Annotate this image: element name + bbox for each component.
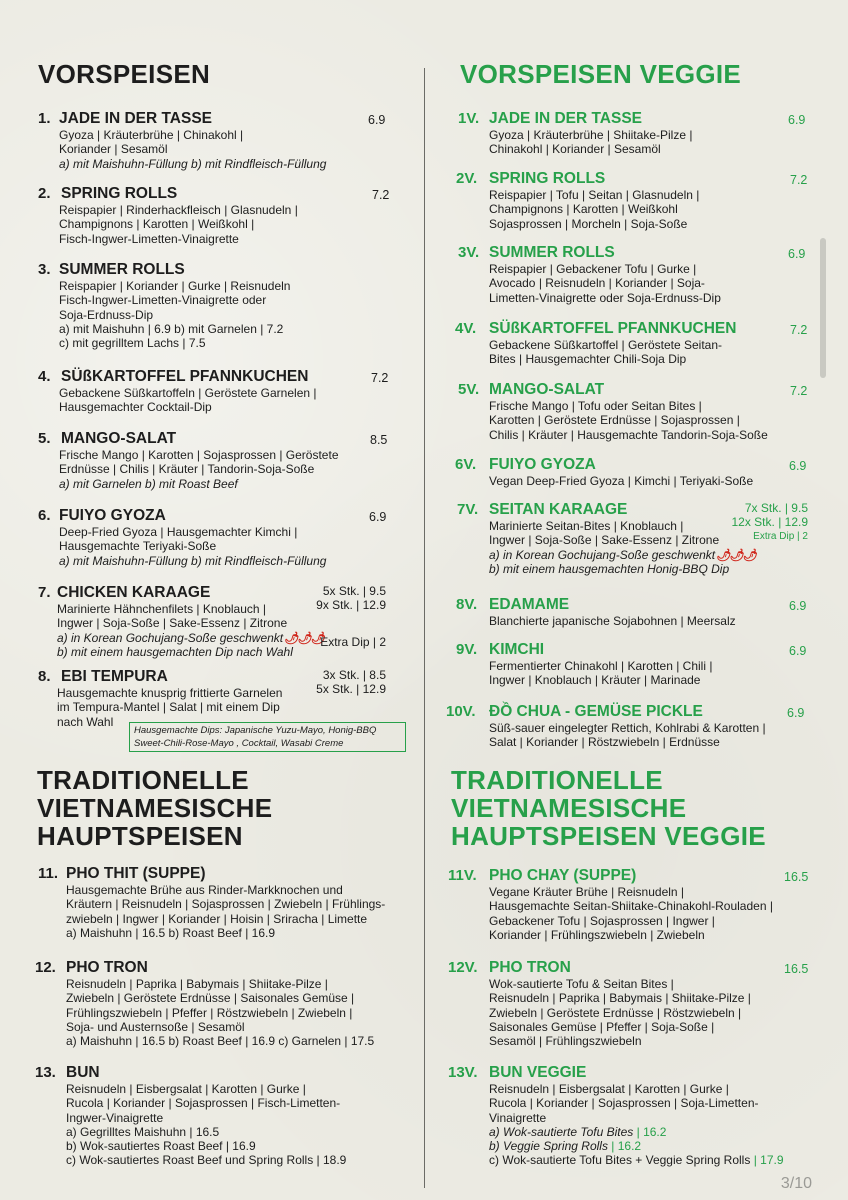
- description-line: [66, 926, 385, 940]
- portion-price: 9x Stk. | 12.9: [316, 598, 386, 613]
- description-text: nach Wahl: [57, 714, 114, 729]
- item-description: [59, 386, 317, 415]
- description-text: Hausgemachte Seitan-Shiitake-Chinakohl-Rouladen |: [489, 899, 773, 914]
- description-line: [489, 142, 692, 156]
- description-text: c) Wok-sautierte Tofu Bites + Veggie Spring Rolls: [489, 1153, 751, 1168]
- section-heading-line: VIETNAMESISCHE: [451, 793, 687, 823]
- description-line: [59, 142, 326, 156]
- item-number: 11V.: [448, 867, 477, 884]
- description-line: [59, 448, 339, 462]
- item-description: [489, 721, 766, 750]
- description-line: [66, 977, 374, 991]
- variant-price: | 16.2: [633, 1124, 667, 1139]
- description-line: [489, 977, 751, 991]
- description-text: Soja- und Austernsoße | Sesamöl: [66, 1019, 245, 1034]
- description-text: Sojasprossen | Morcheln | Soja-Soße: [489, 216, 688, 231]
- description-line: [66, 912, 385, 926]
- description-line: [59, 157, 326, 171]
- item-name: BUN VEGGIE: [489, 1064, 587, 1081]
- item-number: 6V.: [455, 456, 477, 473]
- item-name: JADE IN DER TASSE: [489, 110, 643, 127]
- description-line: [57, 700, 282, 714]
- description-line: [66, 1034, 374, 1048]
- description-line: [59, 554, 326, 568]
- item-number: 8V.: [456, 596, 478, 613]
- item-description: [489, 659, 712, 688]
- item-price: 7.2: [372, 188, 390, 202]
- description-text: Chilis | Kräuter | Hausgemachte Tandorin-Soja-Soße: [489, 427, 768, 442]
- item-number: 3.: [38, 261, 51, 278]
- description-text: a) Maishuhn | 16.5 b) Roast Beef | 16.9 c) Garnelen | 17.5: [66, 1034, 375, 1049]
- item-number: 2.: [38, 185, 51, 202]
- item-name: SEITAN KARAAGE: [489, 501, 628, 518]
- description-line: [59, 400, 317, 414]
- description-text: c) Wok-sautiertes Roast Beef und Spring Rolls | 18.9: [66, 1153, 347, 1168]
- item-price: 6.9: [789, 459, 807, 473]
- description-line: [489, 562, 756, 576]
- description-text: Hausgemachter Cocktail-Dip: [59, 400, 212, 415]
- description-text: Reisnudeln | Paprika | Babymais | Shiitake-Pilze |: [489, 991, 751, 1006]
- description-text: Rucola | Koriander | Sojasprossen | Fisch-Limetten-: [66, 1096, 341, 1111]
- description-text: Champignons | Karotten | Weißkohl: [489, 202, 678, 217]
- item-price: 6.9: [789, 644, 807, 658]
- item-name: SPRING ROLLS: [61, 185, 178, 202]
- item-price: 7.2: [371, 371, 389, 385]
- description-line: [489, 899, 773, 913]
- description-text: Karotten | Geröstete Erdnüsse | Sojasprossen |: [489, 413, 740, 428]
- section-heading-line: TRADITIONELLE: [451, 765, 663, 795]
- description-line: [489, 1111, 784, 1125]
- item-price: 16.5: [784, 870, 809, 884]
- item-number: 6.: [38, 507, 51, 524]
- description-line: [66, 1111, 346, 1125]
- item-number: 12V.: [448, 959, 478, 976]
- description-line: [59, 293, 290, 307]
- description-line: [489, 1153, 784, 1167]
- item-name: KIMCHI: [489, 641, 545, 658]
- item-name: ĐỒ CHUA - GEMÜSE PICKLE: [489, 703, 703, 720]
- description-text: Reispapier | Koriander | Gurke | Reisnudeln: [59, 279, 291, 293]
- section-heading-line: HAUPTSPEISEN VEGGIE: [451, 821, 766, 851]
- item-name: PHO CHAY (SUPPE): [489, 867, 637, 884]
- description-text: Koriander | Frühlingszwiebeln | Zwiebeln: [489, 927, 705, 942]
- variant-price: | 17.9: [750, 1153, 784, 1168]
- item-description: [57, 602, 324, 659]
- description-line: [59, 386, 317, 400]
- description-text: Reisnudeln | Paprika | Babymais | Shiitake-Pilze |: [66, 977, 328, 991]
- description-line: [489, 928, 773, 942]
- description-line: [489, 1096, 784, 1110]
- description-text: a) Wok-sautierte Tofu Bites: [489, 1124, 634, 1139]
- description-text: c) mit gegrilltem Lachs | 7.5: [59, 336, 206, 351]
- portion-prices: [712, 501, 808, 544]
- description-line: [59, 525, 326, 539]
- description-line: [489, 352, 722, 366]
- item-name: FUIYO GYOZA: [489, 456, 596, 473]
- description-line: [66, 1006, 374, 1020]
- description-text: Marinierte Seitan-Bites | Knoblauch |: [489, 519, 684, 533]
- description-line: [489, 1020, 751, 1034]
- section-heading: [460, 60, 741, 88]
- item-name: MANGO-SALAT: [489, 381, 605, 398]
- description-text: Fisch-Ingwer-Limetten-Vinaigrette: [59, 231, 239, 246]
- item-description: [489, 128, 692, 157]
- item-name: SUMMER ROLLS: [489, 244, 615, 261]
- description-line: [489, 188, 699, 202]
- item-description: [489, 399, 768, 442]
- page-number: 3/10: [780, 1175, 812, 1192]
- item-name: EDAMAME: [489, 596, 570, 613]
- item-number: 5.: [38, 430, 51, 447]
- description-line: [489, 735, 766, 749]
- dip-options-box: [129, 722, 406, 752]
- item-name: SPRING ROLLS: [489, 170, 606, 187]
- description-line: [489, 614, 736, 628]
- description-line: [59, 336, 290, 350]
- item-number: 9V.: [456, 641, 478, 658]
- description-line: [66, 883, 385, 897]
- item-name: PHO TRON: [66, 959, 148, 976]
- item-number: 1V.: [458, 110, 480, 127]
- chili-icon: 🌶🌶🌶: [715, 547, 757, 562]
- description-line: [66, 1096, 346, 1110]
- dip-options-line: Sweet-Chili-Rose-Mayo , Cocktail, Wasabi Creme: [134, 738, 344, 749]
- description-text: im Tempura-Mantel | Salat | mit einem Dip: [57, 700, 280, 715]
- item-name: SÜßKARTOFFEL PFANNKUCHEN: [61, 368, 309, 385]
- description-text: Deep-Fried Gyoza | Hausgemachter Kimchi |: [59, 525, 298, 539]
- item-number: 8.: [38, 668, 51, 685]
- section-heading-line: VORSPEISEN VEGGIE: [460, 59, 742, 89]
- item-description: [489, 188, 699, 231]
- portion-price: 5x Stk. | 12.9: [316, 682, 386, 697]
- description-line: [489, 1006, 751, 1020]
- description-text: Soja-Erdnuss-Dip: [59, 307, 154, 322]
- item-description: [66, 1082, 346, 1168]
- description-line: [489, 673, 712, 687]
- description-text: Blanchierte japanische Sojabohnen | Meersalz: [489, 614, 736, 628]
- description-text: Reisnudeln | Eisbergsalat | Karotten | Gurke |: [489, 1082, 729, 1096]
- description-line: [66, 1125, 346, 1139]
- description-text: Avocado | Reisnudeln | Koriander | Soja-: [489, 276, 705, 291]
- description-text: Süß-sauer eingelegter Rettich, Kohlrabi & Karotten |: [489, 721, 766, 735]
- description-line: [59, 217, 298, 231]
- item-name: PHO THIT (SUPPE): [66, 865, 206, 882]
- description-text: Hausgemachte Brühe aus Rinder-Markknochen und: [66, 883, 343, 897]
- item-number: 13V.: [448, 1064, 478, 1081]
- scrollbar[interactable]: [820, 238, 826, 378]
- item-price: 7.2: [790, 384, 808, 398]
- item-description: [59, 448, 339, 491]
- description-line: [57, 616, 324, 630]
- portion-prices: [300, 668, 386, 697]
- description-line: [57, 686, 282, 700]
- variant-price: | 16.2: [607, 1139, 642, 1154]
- description-text: Sesamöl | Frühlingszwiebeln: [489, 1034, 642, 1049]
- description-text: Kräutern | Reisnudeln | Sojasprossen | Zwiebeln | Frühlings-: [66, 897, 386, 912]
- description-text: Frische Mango | Tofu oder Seitan Bites |: [489, 399, 702, 413]
- description-text: Reisnudeln | Eisbergsalat | Karotten | Gurke |: [66, 1082, 306, 1096]
- description-text: Ingwer | Soja-Soße | Sake-Essenz | Zitrone: [489, 533, 720, 548]
- description-line: [59, 477, 339, 491]
- description-line: [489, 1082, 784, 1096]
- description-text: Ingwer | Soja-Soße | Sake-Essenz | Zitrone: [57, 616, 288, 631]
- description-text: a) in Korean Gochujang-Soße geschwenkt: [489, 547, 716, 562]
- description-line: [57, 602, 324, 616]
- portion-price: 7x Stk. | 9.5: [744, 501, 808, 515]
- column-divider: [424, 68, 425, 1188]
- description-line: [489, 217, 699, 231]
- section-heading-line: HAUPTSPEISEN: [37, 821, 243, 851]
- description-line: [57, 631, 324, 645]
- section-heading: [37, 766, 272, 850]
- description-text: a) mit Maishuhn-Füllung b) mit Rindfleisch-Füllung: [59, 553, 327, 568]
- extra-dip-price: Extra Dip | 2: [320, 634, 386, 649]
- description-text: Vinaigrette: [489, 1110, 547, 1125]
- description-line: [489, 338, 722, 352]
- description-line: [489, 1139, 784, 1153]
- description-text: a) mit Maishuhn | 6.9 b) mit Garnelen | 7.2: [59, 321, 284, 336]
- portion-prices: [300, 584, 386, 649]
- description-text: Saisonales Gemüse | Pfeffer | Soja-Soße |: [489, 1019, 715, 1034]
- description-text: Hausgemachte knusprig frittierte Garnelen: [57, 686, 283, 700]
- extra-dip-price: Extra Dip | 2: [753, 530, 808, 542]
- item-description: [59, 279, 290, 350]
- description-text: Gebackene Süßkartoffeln | Geröstete Garnelen |: [59, 386, 317, 400]
- section-heading-line: VIETNAMESISCHE: [37, 793, 273, 823]
- description-text: a) mit Maishuhn-Füllung b) mit Rindfleisch-Füllung: [59, 156, 327, 171]
- description-line: [59, 308, 290, 322]
- item-description: [489, 977, 751, 1048]
- section-heading: [38, 60, 210, 88]
- description-text: a) mit Garnelen b) mit Roast Beef: [59, 476, 238, 491]
- description-text: b) Wok-sautiertes Roast Beef | 16.9: [66, 1139, 256, 1154]
- item-name: JADE IN DER TASSE: [59, 110, 213, 127]
- description-text: Frische Mango | Karotten | Sojasprossen | Geröstete: [59, 448, 339, 462]
- description-line: [489, 659, 712, 673]
- description-line: [489, 276, 721, 290]
- item-price: 16.5: [784, 962, 809, 976]
- description-text: Koriander | Sesamöl: [59, 142, 168, 157]
- description-line: [66, 991, 374, 1005]
- description-line: [489, 474, 753, 488]
- description-text: b) mit einem hausgemachten Dip nach Wahl: [57, 644, 293, 659]
- portion-price: 12x Stk. | 12.9: [731, 515, 808, 530]
- description-text: Vegan Deep-Fried Gyoza | Kimchi | Teriyaki-Soße: [489, 474, 754, 488]
- description-text: Fermentierter Chinakohl | Karotten | Chili |: [489, 659, 713, 673]
- item-number: 10V.: [446, 703, 476, 720]
- item-description: [489, 885, 773, 942]
- item-number: 3V.: [458, 244, 480, 261]
- item-description: [489, 614, 736, 628]
- description-line: [59, 462, 339, 476]
- description-text: Reispapier | Gebackener Tofu | Gurke |: [489, 262, 697, 276]
- description-line: [489, 991, 751, 1005]
- item-number: 13.: [35, 1064, 56, 1081]
- description-text: Frühlingszwiebeln | Pfeffer | Röstzwiebeln | Zwiebeln |: [66, 1005, 353, 1020]
- description-text: Bites | Hausgemachter Chili-Soja Dip: [489, 352, 687, 367]
- item-description: [489, 338, 722, 367]
- description-line: [489, 128, 692, 142]
- item-name: BUN: [66, 1064, 100, 1081]
- item-price: 8.5: [370, 433, 388, 447]
- item-description: [59, 203, 298, 246]
- description-text: Rucola | Koriander | Sojasprossen | Soja-Limetten-: [489, 1096, 759, 1111]
- description-line: [489, 428, 768, 442]
- item-number: 1.: [38, 110, 51, 127]
- description-text: a) in Korean Gochujang-Soße geschwenkt: [57, 630, 284, 645]
- item-number: 7.: [38, 584, 51, 601]
- description-line: [489, 885, 773, 899]
- description-text: Vegane Kräuter Brühe | Reisnudeln |: [489, 885, 685, 899]
- item-number: 7V.: [457, 501, 479, 518]
- description-text: Erdnüsse | Chilis | Kräuter | Tandorin-Soja-Soße: [59, 462, 315, 477]
- description-text: Chinakohl | Koriander | Sesamöl: [489, 142, 661, 157]
- item-name: SUMMER ROLLS: [59, 261, 185, 278]
- description-line: [66, 1082, 346, 1096]
- item-number: 4V.: [455, 320, 477, 337]
- description-line: [489, 1034, 751, 1048]
- item-price: 6.9: [787, 706, 805, 720]
- description-text: Zwiebeln | Geröstete Erdnüsse | Saisonales Gemüse |: [66, 991, 355, 1006]
- description-text: Gyoza | Kräuterbrühe | Shiitake-Pilze |: [489, 128, 693, 142]
- description-text: Ingwer-Vinaigrette: [66, 1110, 164, 1125]
- description-line: [59, 232, 298, 246]
- item-price: 6.9: [369, 510, 387, 524]
- item-name: CHICKEN KARAAGE: [57, 584, 211, 601]
- item-price: 7.2: [790, 323, 808, 337]
- description-line: [66, 1139, 346, 1153]
- description-text: b) mit einem hausgemachten Honig-BBQ Dip: [489, 561, 730, 576]
- item-name: EBI TEMPURA: [61, 668, 168, 685]
- description-text: a) Maishuhn | 16.5 b) Roast Beef | 16.9: [66, 925, 276, 940]
- description-line: [489, 1125, 784, 1139]
- description-line: [57, 645, 324, 659]
- section-heading-line: TRADITIONELLE: [37, 765, 249, 795]
- item-name: SÜßKARTOFFEL PFANNKUCHEN: [489, 320, 737, 337]
- description-text: Reispapier | Tofu | Seitan | Glasnudeln |: [489, 188, 700, 202]
- description-line: [59, 279, 290, 293]
- description-line: [489, 399, 768, 413]
- description-text: Ingwer | Knoblauch | Kräuter | Marinade: [489, 673, 701, 688]
- portion-price: 3x Stk. | 8.5: [322, 668, 386, 682]
- description-line: [489, 914, 773, 928]
- item-description: [489, 1082, 784, 1168]
- description-text: Hausgemachte Teriyaki-Soße: [59, 539, 217, 554]
- item-description: [66, 977, 374, 1048]
- item-price: 6.9: [788, 113, 806, 127]
- description-text: Gebackene Süßkartoffel | Geröstete Seitan-: [489, 338, 723, 352]
- item-description: [489, 474, 753, 488]
- chili-icon: 🌶🌶🌶: [283, 630, 325, 645]
- description-line: [489, 721, 766, 735]
- description-text: Champignons | Karotten | Weißkohl |: [59, 217, 255, 232]
- description-text: Reispapier | Rinderhackfleisch | Glasnudeln |: [59, 203, 298, 217]
- description-line: [489, 262, 721, 276]
- description-text: Salat | Koriander | Röstzwiebeln | Erdnüsse: [489, 735, 720, 750]
- section-heading-line: VORSPEISEN: [38, 59, 211, 89]
- description-line: [59, 539, 326, 553]
- item-price: 7.2: [790, 173, 808, 187]
- description-line: [59, 322, 290, 336]
- description-text: zwiebeln | Ingwer | Koriander | Hoisin | Sriracha | Limette: [66, 911, 368, 926]
- item-description: [59, 128, 326, 171]
- description-text: Gyoza | Kräuterbrühe | Chinakohl |: [59, 128, 244, 142]
- item-price: 6.9: [788, 247, 806, 261]
- item-price: 6.9: [789, 599, 807, 613]
- description-text: b) Veggie Spring Rolls: [489, 1139, 608, 1154]
- item-price: 6.9: [368, 113, 386, 127]
- description-line: [66, 897, 385, 911]
- description-line: [66, 1020, 374, 1034]
- item-name: MANGO-SALAT: [61, 430, 177, 447]
- description-line: [59, 203, 298, 217]
- portion-price: 5x Stk. | 9.5: [322, 584, 386, 598]
- description-line: [489, 548, 756, 562]
- description-text: Gebackener Tofu | Sojasprossen | Ingwer |: [489, 913, 715, 928]
- description-line: [489, 413, 768, 427]
- description-line: [66, 1153, 346, 1167]
- description-line: [489, 291, 721, 305]
- description-text: Limetten-Vinaigrette oder Soja-Erdnuss-Dip: [489, 290, 721, 305]
- description-text: Marinierte Hähnchenfilets | Knoblauch |: [57, 602, 267, 616]
- description-line: [489, 202, 699, 216]
- dip-options-line: Hausgemachte Dips: Japanische Yuzu-Mayo, Honig-BBQ: [134, 725, 377, 736]
- item-description: [66, 883, 385, 940]
- description-text: Fisch-Ingwer-Limetten-Vinaigrette oder: [59, 293, 267, 308]
- item-description: [59, 525, 326, 568]
- item-number: 11.: [38, 865, 59, 882]
- item-description: [489, 262, 721, 305]
- item-number: 5V.: [458, 381, 480, 398]
- description-line: [59, 128, 326, 142]
- description-text: Wok-sautierte Tofu & Seitan Bites |: [489, 977, 674, 991]
- description-text: Zwiebeln | Geröstete Erdnüsse | Röstzwiebeln |: [489, 1005, 742, 1020]
- item-name: FUIYO GYOZA: [59, 507, 166, 524]
- item-number: 12.: [35, 959, 56, 976]
- item-number: 2V.: [456, 170, 478, 187]
- section-heading: [451, 766, 766, 850]
- item-name: PHO TRON: [489, 959, 571, 976]
- item-number: 4.: [38, 368, 51, 385]
- description-text: a) Gegrilltes Maishuhn | 16.5: [66, 1124, 220, 1139]
